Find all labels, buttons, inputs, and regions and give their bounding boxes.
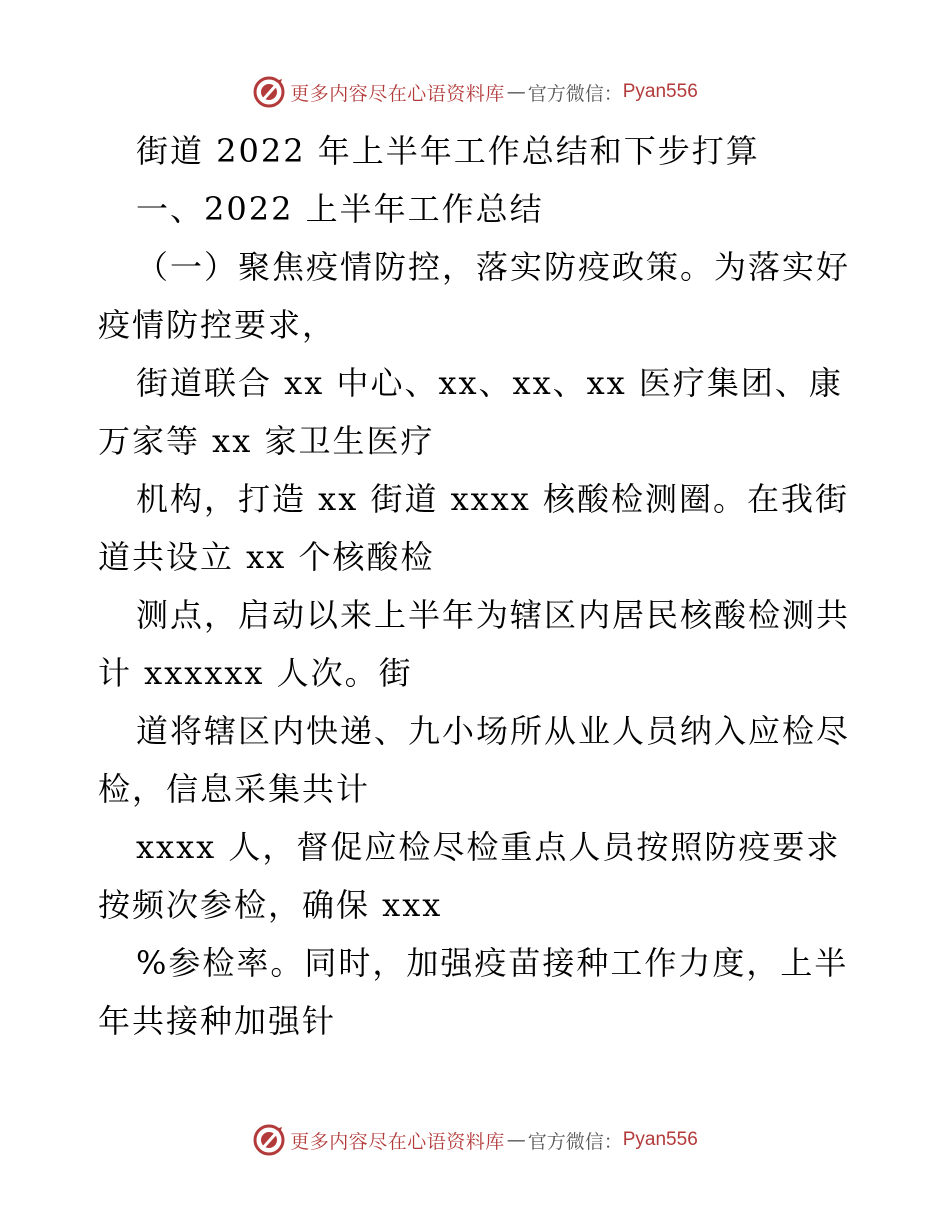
- paragraph-line: %参检率。同时，加强疫苗接种工作力度，上半: [136, 944, 849, 982]
- paragraph-line: 道共设立 xx 个核酸检: [98, 538, 435, 576]
- paragraph-line: 检，信息采集共计: [98, 770, 371, 808]
- paragraph-line: xxxx 人，督促应检尽检重点人员按照防疫要求: [136, 828, 841, 866]
- header-watermark: [0, 72, 950, 112]
- paragraph-line: 万家等 xx 家卫生医疗: [98, 422, 435, 460]
- watermark-label: 官方微信：: [527, 1130, 623, 1153]
- document-title: 街道 2022 年上半年工作总结和下步打算: [136, 132, 760, 170]
- document-body: [98, 122, 858, 1050]
- watermark-brand-text: 更多内容尽在心语资料库: [290, 82, 505, 105]
- paragraph-line: 街道联合 xx 中心、xx、xx、xx 医疗集团、康: [136, 364, 843, 402]
- paragraph-line: 计 xxxxxx 人次。街: [98, 654, 413, 692]
- watermark-brand-text: 更多内容尽在心语资料库: [290, 1130, 505, 1153]
- paragraph-line: （一）聚焦疫情防控，落实防疫政策。为落实好: [136, 248, 851, 286]
- watermark-separator: —: [506, 1129, 526, 1151]
- seal-pen-icon: [252, 75, 286, 109]
- watermark-account-id: Pyan556: [622, 1129, 698, 1150]
- paragraph-line: 疫情防控要求，: [98, 306, 337, 344]
- paragraph-line: 测点，启动以来上半年为辖区内居民核酸检测共: [136, 596, 851, 634]
- watermark-separator: —: [506, 81, 526, 103]
- seal-pen-icon: [252, 1123, 286, 1157]
- paragraph-line: 机构，打造 xx 街道 xxxx 核酸检测圈。在我街: [136, 480, 849, 518]
- paragraph-line: 道将辖区内快递、九小场所从业人员纳入应检尽: [136, 712, 851, 750]
- section-heading: 一、2022 上半年工作总结: [136, 190, 544, 228]
- paragraph-line: 年共接种加强针: [98, 1002, 337, 1040]
- paragraph-line: 按频次参检，确保 xxx: [98, 886, 443, 924]
- watermark-label: 官方微信：: [527, 82, 623, 105]
- footer-watermark: [0, 1120, 950, 1160]
- watermark-account-id: Pyan556: [622, 81, 698, 102]
